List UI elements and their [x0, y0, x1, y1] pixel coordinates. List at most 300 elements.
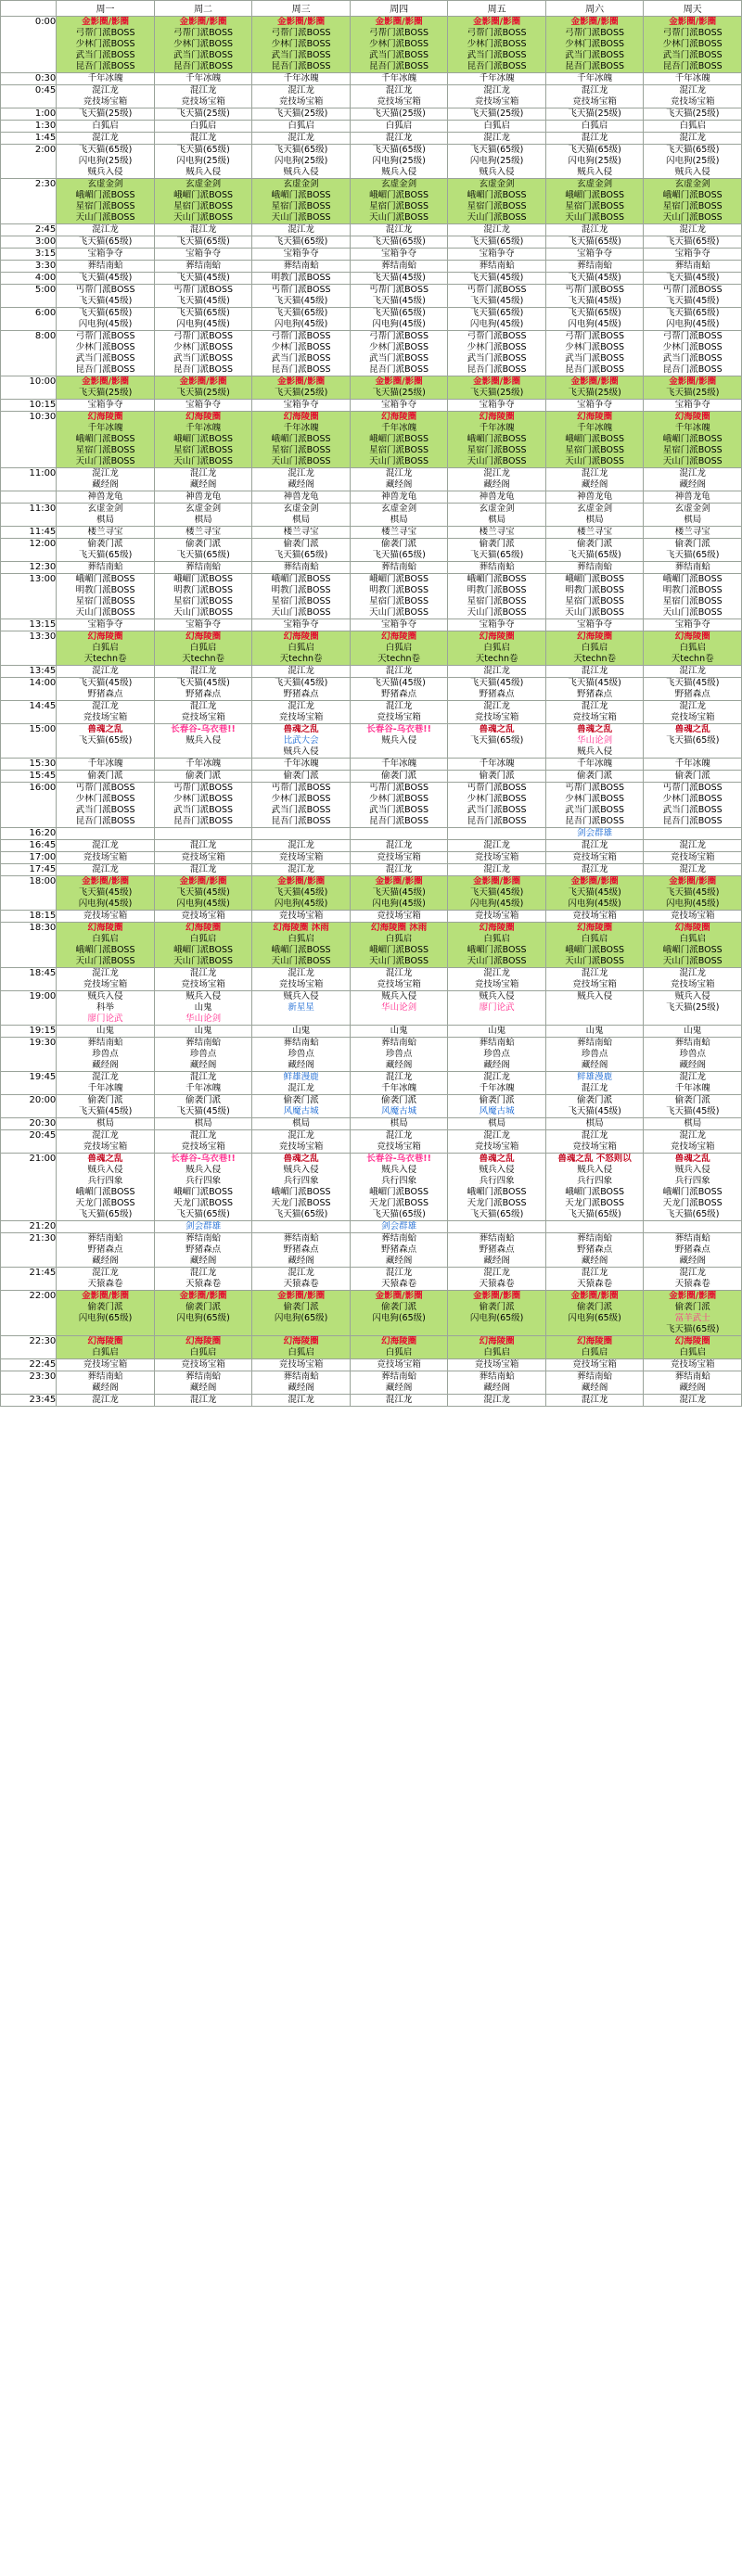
schedule-cell[interactable] [350, 724, 448, 759]
schedule-cell[interactable] [350, 224, 448, 236]
schedule-cell[interactable] [545, 1233, 644, 1268]
schedule-cell[interactable] [644, 85, 742, 108]
schedule-cell[interactable] [252, 308, 351, 331]
schedule-cell[interactable] [644, 145, 742, 179]
schedule-cell[interactable] [57, 285, 155, 308]
schedule-cell[interactable] [252, 1395, 351, 1407]
schedule-cell[interactable] [350, 968, 448, 991]
schedule-cell[interactable] [154, 701, 252, 724]
schedule-cell[interactable] [57, 249, 155, 261]
schedule-cell[interactable] [252, 73, 351, 85]
schedule-cell[interactable] [350, 121, 448, 133]
schedule-cell[interactable] [154, 468, 252, 491]
schedule-cell[interactable] [154, 1118, 252, 1130]
schedule-cell[interactable] [252, 759, 351, 771]
schedule-cell[interactable] [448, 1072, 546, 1095]
schedule-cell[interactable] [545, 771, 644, 783]
schedule-cell[interactable] [57, 1118, 155, 1130]
schedule-cell[interactable] [252, 1130, 351, 1154]
schedule-cell[interactable] [545, 133, 644, 145]
schedule-cell[interactable] [644, 1038, 742, 1072]
schedule-cell[interactable] [252, 1268, 351, 1291]
schedule-cell[interactable] [545, 562, 644, 574]
schedule-cell[interactable] [57, 1095, 155, 1118]
schedule-cell[interactable] [154, 491, 252, 504]
schedule-cell[interactable] [350, 1233, 448, 1268]
schedule-cell[interactable] [448, 619, 546, 631]
schedule-cell[interactable] [154, 539, 252, 562]
schedule-cell[interactable] [448, 864, 546, 876]
schedule-cell[interactable] [448, 968, 546, 991]
schedule-cell[interactable] [644, 1395, 742, 1407]
schedule-cell[interactable] [545, 400, 644, 412]
schedule-cell[interactable] [545, 991, 644, 1026]
schedule-cell[interactable] [154, 1072, 252, 1095]
schedule-cell[interactable] [448, 923, 546, 968]
schedule-cell[interactable] [545, 331, 644, 376]
schedule-cell[interactable] [448, 1130, 546, 1154]
schedule-cell[interactable] [57, 759, 155, 771]
schedule-cell[interactable] [350, 852, 448, 864]
schedule-cell[interactable] [154, 852, 252, 864]
schedule-cell[interactable] [448, 783, 546, 828]
schedule-cell[interactable] [644, 759, 742, 771]
schedule-cell[interactable] [57, 1359, 155, 1371]
schedule-cell[interactable] [545, 491, 644, 504]
schedule-cell[interactable] [154, 619, 252, 631]
schedule-cell[interactable] [350, 249, 448, 261]
schedule-cell[interactable] [644, 619, 742, 631]
schedule-cell[interactable] [448, 261, 546, 273]
schedule-cell[interactable] [57, 783, 155, 828]
schedule-cell[interactable] [350, 631, 448, 666]
schedule-cell[interactable] [252, 666, 351, 678]
schedule-cell[interactable] [154, 249, 252, 261]
schedule-cell[interactable] [154, 1038, 252, 1072]
schedule-cell[interactable] [644, 724, 742, 759]
schedule-cell[interactable] [57, 412, 155, 468]
schedule-cell[interactable] [545, 574, 644, 619]
schedule-cell[interactable] [154, 991, 252, 1026]
schedule-cell[interactable] [545, 759, 644, 771]
schedule-cell[interactable] [545, 273, 644, 285]
schedule-cell[interactable] [252, 145, 351, 179]
schedule-cell[interactable] [154, 121, 252, 133]
schedule-cell[interactable] [448, 1291, 546, 1336]
schedule-cell[interactable] [252, 121, 351, 133]
schedule-cell[interactable] [545, 1118, 644, 1130]
schedule-cell[interactable] [448, 504, 546, 527]
schedule-cell[interactable] [154, 261, 252, 273]
schedule-cell[interactable] [154, 828, 252, 840]
schedule-cell[interactable] [644, 1095, 742, 1118]
schedule-cell[interactable] [350, 1118, 448, 1130]
schedule-cell[interactable] [448, 1268, 546, 1291]
schedule-cell[interactable] [545, 468, 644, 491]
schedule-cell[interactable] [57, 1395, 155, 1407]
schedule-cell[interactable] [350, 1072, 448, 1095]
schedule-cell[interactable] [57, 701, 155, 724]
schedule-cell[interactable] [448, 73, 546, 85]
schedule-cell[interactable] [154, 145, 252, 179]
schedule-cell[interactable] [644, 121, 742, 133]
schedule-cell[interactable] [57, 1072, 155, 1095]
schedule-cell[interactable] [545, 1026, 644, 1038]
schedule-cell[interactable] [252, 273, 351, 285]
schedule-cell[interactable] [57, 1371, 155, 1395]
schedule-cell[interactable] [57, 224, 155, 236]
schedule-cell[interactable] [545, 108, 644, 121]
schedule-cell[interactable] [252, 412, 351, 468]
schedule-cell[interactable] [644, 17, 742, 73]
schedule-cell[interactable] [350, 574, 448, 619]
schedule-cell[interactable] [350, 145, 448, 179]
schedule-cell[interactable] [350, 876, 448, 911]
schedule-cell[interactable] [350, 1268, 448, 1291]
schedule-cell[interactable] [545, 17, 644, 73]
schedule-cell[interactable] [154, 574, 252, 619]
schedule-cell[interactable] [644, 1268, 742, 1291]
schedule-cell[interactable] [644, 236, 742, 249]
schedule-cell[interactable] [644, 991, 742, 1026]
schedule-cell[interactable] [448, 17, 546, 73]
schedule-cell[interactable] [644, 631, 742, 666]
schedule-cell[interactable] [448, 876, 546, 911]
schedule-cell[interactable] [448, 224, 546, 236]
schedule-cell[interactable] [448, 759, 546, 771]
schedule-cell[interactable] [545, 73, 644, 85]
schedule-cell[interactable] [545, 1072, 644, 1095]
schedule-cell[interactable] [154, 1221, 252, 1233]
schedule-cell[interactable] [644, 133, 742, 145]
schedule-cell[interactable] [252, 1221, 351, 1233]
schedule-cell[interactable] [154, 1336, 252, 1359]
schedule-cell[interactable] [644, 1072, 742, 1095]
schedule-cell[interactable] [644, 1154, 742, 1221]
schedule-cell[interactable] [644, 923, 742, 968]
schedule-cell[interactable] [448, 991, 546, 1026]
schedule-cell[interactable] [252, 527, 351, 539]
schedule-cell[interactable] [448, 1395, 546, 1407]
schedule-cell[interactable] [350, 400, 448, 412]
schedule-cell[interactable] [448, 771, 546, 783]
schedule-cell[interactable] [644, 1336, 742, 1359]
schedule-cell[interactable] [350, 911, 448, 923]
schedule-cell[interactable] [252, 17, 351, 73]
schedule-cell[interactable] [57, 911, 155, 923]
schedule-cell[interactable] [448, 828, 546, 840]
schedule-cell[interactable] [644, 1359, 742, 1371]
schedule-cell[interactable] [644, 852, 742, 864]
schedule-cell[interactable] [545, 852, 644, 864]
schedule-cell[interactable] [545, 678, 644, 701]
schedule-cell[interactable] [57, 527, 155, 539]
schedule-cell[interactable] [448, 562, 546, 574]
schedule-cell[interactable] [350, 759, 448, 771]
schedule-cell[interactable] [57, 400, 155, 412]
schedule-cell[interactable] [252, 224, 351, 236]
schedule-cell[interactable] [545, 376, 644, 400]
schedule-cell[interactable] [154, 666, 252, 678]
schedule-cell[interactable] [644, 701, 742, 724]
schedule-cell[interactable] [644, 562, 742, 574]
schedule-cell[interactable] [154, 1291, 252, 1336]
schedule-cell[interactable] [350, 678, 448, 701]
schedule-cell[interactable] [252, 852, 351, 864]
schedule-cell[interactable] [545, 249, 644, 261]
schedule-cell[interactable] [448, 1026, 546, 1038]
schedule-cell[interactable] [545, 724, 644, 759]
schedule-cell[interactable] [644, 273, 742, 285]
schedule-cell[interactable] [57, 1221, 155, 1233]
schedule-cell[interactable] [252, 331, 351, 376]
schedule-cell[interactable] [350, 1359, 448, 1371]
schedule-cell[interactable] [57, 574, 155, 619]
schedule-cell[interactable] [644, 864, 742, 876]
schedule-cell[interactable] [57, 376, 155, 400]
schedule-cell[interactable] [154, 923, 252, 968]
schedule-cell[interactable] [350, 331, 448, 376]
schedule-cell[interactable] [545, 923, 644, 968]
schedule-cell[interactable] [350, 179, 448, 224]
schedule-cell[interactable] [252, 783, 351, 828]
schedule-cell[interactable] [448, 412, 546, 468]
schedule-cell[interactable] [644, 108, 742, 121]
schedule-cell[interactable] [57, 619, 155, 631]
schedule-cell[interactable] [252, 400, 351, 412]
schedule-cell[interactable] [448, 574, 546, 619]
schedule-cell[interactable] [545, 1395, 644, 1407]
schedule-cell[interactable] [644, 876, 742, 911]
schedule-cell[interactable] [545, 85, 644, 108]
schedule-cell[interactable] [252, 828, 351, 840]
schedule-cell[interactable] [57, 85, 155, 108]
schedule-cell[interactable] [154, 1154, 252, 1221]
schedule-cell[interactable] [545, 285, 644, 308]
schedule-cell[interactable] [154, 1371, 252, 1395]
schedule-cell[interactable] [154, 911, 252, 923]
schedule-cell[interactable] [545, 224, 644, 236]
schedule-cell[interactable] [644, 491, 742, 504]
schedule-cell[interactable] [154, 179, 252, 224]
schedule-cell[interactable] [644, 678, 742, 701]
schedule-cell[interactable] [350, 991, 448, 1026]
schedule-cell[interactable] [154, 308, 252, 331]
schedule-cell[interactable] [545, 1154, 644, 1221]
schedule-cell[interactable] [57, 133, 155, 145]
schedule-cell[interactable] [154, 562, 252, 574]
schedule-cell[interactable] [57, 539, 155, 562]
schedule-cell[interactable] [350, 285, 448, 308]
schedule-cell[interactable] [448, 236, 546, 249]
schedule-cell[interactable] [545, 1268, 644, 1291]
schedule-cell[interactable] [350, 1336, 448, 1359]
schedule-cell[interactable] [57, 678, 155, 701]
schedule-cell[interactable] [644, 1291, 742, 1336]
schedule-cell[interactable] [57, 1268, 155, 1291]
schedule-cell[interactable] [644, 1130, 742, 1154]
schedule-cell[interactable] [350, 840, 448, 852]
schedule-cell[interactable] [154, 771, 252, 783]
schedule-cell[interactable] [545, 968, 644, 991]
schedule-cell[interactable] [154, 631, 252, 666]
schedule-cell[interactable] [448, 491, 546, 504]
schedule-cell[interactable] [252, 108, 351, 121]
schedule-cell[interactable] [57, 491, 155, 504]
schedule-cell[interactable] [545, 1336, 644, 1359]
schedule-cell[interactable] [154, 285, 252, 308]
schedule-cell[interactable] [252, 539, 351, 562]
schedule-cell[interactable] [350, 73, 448, 85]
schedule-cell[interactable] [448, 1095, 546, 1118]
schedule-cell[interactable] [545, 1371, 644, 1395]
schedule-cell[interactable] [545, 145, 644, 179]
schedule-cell[interactable] [57, 864, 155, 876]
schedule-cell[interactable] [252, 491, 351, 504]
schedule-cell[interactable] [644, 527, 742, 539]
schedule-cell[interactable] [252, 1336, 351, 1359]
schedule-cell[interactable] [448, 1336, 546, 1359]
schedule-cell[interactable] [350, 923, 448, 968]
schedule-cell[interactable] [545, 308, 644, 331]
schedule-cell[interactable] [644, 331, 742, 376]
schedule-cell[interactable] [57, 73, 155, 85]
schedule-cell[interactable] [154, 527, 252, 539]
schedule-cell[interactable] [57, 828, 155, 840]
schedule-cell[interactable] [154, 133, 252, 145]
schedule-cell[interactable] [154, 400, 252, 412]
schedule-cell[interactable] [57, 968, 155, 991]
schedule-cell[interactable] [252, 1072, 351, 1095]
schedule-cell[interactable] [644, 224, 742, 236]
schedule-cell[interactable] [545, 864, 644, 876]
schedule-cell[interactable] [448, 678, 546, 701]
schedule-cell[interactable] [350, 504, 448, 527]
schedule-cell[interactable] [448, 840, 546, 852]
schedule-cell[interactable] [644, 783, 742, 828]
schedule-cell[interactable] [154, 1026, 252, 1038]
schedule-cell[interactable] [644, 249, 742, 261]
schedule-cell[interactable] [644, 1233, 742, 1268]
schedule-cell[interactable] [448, 285, 546, 308]
schedule-cell[interactable] [448, 666, 546, 678]
schedule-cell[interactable] [57, 108, 155, 121]
schedule-cell[interactable] [448, 273, 546, 285]
schedule-cell[interactable] [252, 574, 351, 619]
schedule-cell[interactable] [350, 539, 448, 562]
schedule-cell[interactable] [350, 783, 448, 828]
schedule-cell[interactable] [644, 840, 742, 852]
schedule-cell[interactable] [154, 85, 252, 108]
schedule-cell[interactable] [252, 133, 351, 145]
schedule-cell[interactable] [252, 1359, 351, 1371]
schedule-cell[interactable] [252, 468, 351, 491]
schedule-cell[interactable] [350, 236, 448, 249]
schedule-cell[interactable] [644, 1221, 742, 1233]
schedule-cell[interactable] [350, 1130, 448, 1154]
schedule-cell[interactable] [57, 876, 155, 911]
schedule-cell[interactable] [545, 911, 644, 923]
schedule-cell[interactable] [350, 619, 448, 631]
schedule-cell[interactable] [154, 224, 252, 236]
schedule-cell[interactable] [154, 840, 252, 852]
schedule-cell[interactable] [545, 236, 644, 249]
schedule-cell[interactable] [350, 828, 448, 840]
schedule-cell[interactable] [545, 121, 644, 133]
schedule-cell[interactable] [448, 179, 546, 224]
schedule-cell[interactable] [350, 273, 448, 285]
schedule-cell[interactable] [154, 759, 252, 771]
schedule-cell[interactable] [545, 701, 644, 724]
schedule-cell[interactable] [448, 852, 546, 864]
schedule-cell[interactable] [644, 376, 742, 400]
schedule-cell[interactable] [350, 412, 448, 468]
schedule-cell[interactable] [57, 121, 155, 133]
schedule-cell[interactable] [154, 1095, 252, 1118]
schedule-cell[interactable] [644, 1371, 742, 1395]
schedule-cell[interactable] [545, 261, 644, 273]
schedule-cell[interactable] [154, 678, 252, 701]
schedule-cell[interactable] [252, 771, 351, 783]
schedule-cell[interactable] [350, 701, 448, 724]
schedule-cell[interactable] [644, 1118, 742, 1130]
schedule-cell[interactable] [252, 261, 351, 273]
schedule-cell[interactable] [545, 1291, 644, 1336]
schedule-cell[interactable] [350, 85, 448, 108]
schedule-cell[interactable] [154, 376, 252, 400]
schedule-cell[interactable] [644, 911, 742, 923]
schedule-cell[interactable] [154, 331, 252, 376]
schedule-cell[interactable] [644, 308, 742, 331]
schedule-cell[interactable] [252, 619, 351, 631]
schedule-cell[interactable] [350, 261, 448, 273]
schedule-cell[interactable] [154, 1268, 252, 1291]
schedule-cell[interactable] [350, 1095, 448, 1118]
schedule-cell[interactable] [644, 261, 742, 273]
schedule-cell[interactable] [57, 1038, 155, 1072]
schedule-cell[interactable] [252, 85, 351, 108]
schedule-cell[interactable] [154, 17, 252, 73]
schedule-cell[interactable] [154, 783, 252, 828]
schedule-cell[interactable] [252, 504, 351, 527]
schedule-cell[interactable] [57, 771, 155, 783]
schedule-cell[interactable] [57, 1130, 155, 1154]
schedule-cell[interactable] [57, 840, 155, 852]
schedule-cell[interactable] [154, 1233, 252, 1268]
schedule-cell[interactable] [350, 1291, 448, 1336]
schedule-cell[interactable] [448, 1154, 546, 1221]
schedule-cell[interactable] [57, 504, 155, 527]
schedule-cell[interactable] [57, 468, 155, 491]
schedule-cell[interactable] [57, 923, 155, 968]
schedule-cell[interactable] [350, 1221, 448, 1233]
schedule-cell[interactable] [252, 968, 351, 991]
schedule-cell[interactable] [644, 412, 742, 468]
schedule-cell[interactable] [644, 179, 742, 224]
schedule-cell[interactable] [154, 1395, 252, 1407]
schedule-cell[interactable] [545, 619, 644, 631]
schedule-cell[interactable] [350, 17, 448, 73]
schedule-cell[interactable] [448, 724, 546, 759]
schedule-cell[interactable] [350, 308, 448, 331]
schedule-cell[interactable] [154, 864, 252, 876]
schedule-cell[interactable] [252, 864, 351, 876]
schedule-cell[interactable] [448, 85, 546, 108]
schedule-cell[interactable] [57, 261, 155, 273]
schedule-cell[interactable] [57, 273, 155, 285]
schedule-cell[interactable] [448, 1221, 546, 1233]
schedule-cell[interactable] [350, 108, 448, 121]
